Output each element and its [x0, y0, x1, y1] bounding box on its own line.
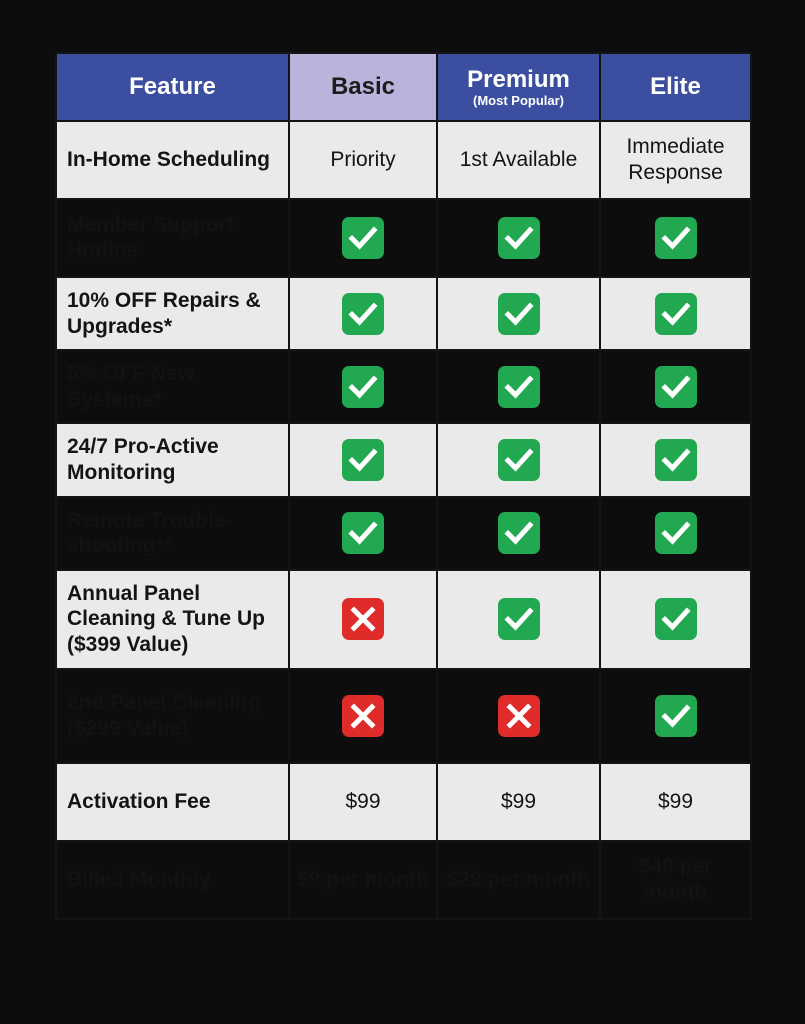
- check-icon: [498, 293, 540, 335]
- basic-value-cell: [289, 199, 437, 277]
- check-icon: [342, 512, 384, 554]
- elite-value-cell: [600, 497, 751, 570]
- table-row: [56, 669, 751, 763]
- pricing-comparison-table: [55, 52, 752, 920]
- table-row: [56, 277, 751, 350]
- table-row: [56, 350, 751, 423]
- basic-value-cell: [289, 669, 437, 763]
- premium-value-cell: 1st Available: [437, 121, 600, 199]
- check-icon: [342, 439, 384, 481]
- check-icon: [498, 366, 540, 408]
- feature-cell: In-Home Scheduling: [56, 121, 289, 199]
- basic-value-cell: [289, 277, 437, 350]
- column-header-feature-label: Feature: [129, 73, 216, 100]
- check-icon: [498, 217, 540, 259]
- feature-cell: Billed Monthly: [56, 841, 289, 919]
- basic-value-cell: [289, 423, 437, 496]
- elite-value-cell: [600, 350, 751, 423]
- elite-value-cell: $99: [600, 763, 751, 841]
- premium-value-cell: [437, 350, 600, 423]
- cross-icon: [342, 598, 384, 640]
- column-header-premium: [437, 53, 600, 121]
- check-icon: [655, 293, 697, 335]
- elite-value-cell: [600, 199, 751, 277]
- table-row: [56, 199, 751, 277]
- check-icon: [498, 512, 540, 554]
- elite-value-cell: [600, 669, 751, 763]
- basic-value-cell: $9 per month: [289, 841, 437, 919]
- feature-cell: 10% OFF Repairs & Upgrades*: [56, 277, 289, 350]
- feature-cell: Remote Trouble-shooting**: [56, 497, 289, 570]
- feature-cell: 24/7 Pro-Active Monitoring: [56, 423, 289, 496]
- table-row: [56, 763, 751, 841]
- basic-value-cell: [289, 497, 437, 570]
- premium-value-cell: [437, 669, 600, 763]
- cross-icon: [342, 695, 384, 737]
- check-icon: [655, 512, 697, 554]
- check-icon: [342, 293, 384, 335]
- check-icon: [655, 439, 697, 481]
- check-icon: [342, 366, 384, 408]
- premium-value-cell: [437, 423, 600, 496]
- elite-value-cell: Immediate Response: [600, 121, 751, 199]
- feature-cell: Annual Panel Cleaning & Tune Up ($399 Value): [56, 570, 289, 669]
- table-row: [56, 497, 751, 570]
- feature-cell: Activation Fee: [56, 763, 289, 841]
- table-body: [56, 121, 751, 919]
- elite-value-cell: [600, 423, 751, 496]
- premium-value-cell: [437, 199, 600, 277]
- check-icon: [498, 439, 540, 481]
- check-icon: [342, 217, 384, 259]
- cross-icon: [498, 695, 540, 737]
- elite-value-cell: $49 per month: [600, 841, 751, 919]
- check-icon: [655, 217, 697, 259]
- feature-cell: 2nd Panel Cleaning ($299 Value): [56, 669, 289, 763]
- check-icon: [498, 598, 540, 640]
- column-header-elite: [600, 53, 751, 121]
- check-icon: [655, 695, 697, 737]
- elite-value-cell: [600, 570, 751, 669]
- premium-value-cell: [437, 277, 600, 350]
- column-header-basic-label: Basic: [330, 73, 396, 100]
- column-header-premium-label: Premium: [467, 65, 570, 93]
- check-icon: [655, 598, 697, 640]
- column-header-basic: [289, 53, 437, 121]
- column-header-premium-sublabel: (Most Popular): [473, 92, 564, 108]
- premium-value-cell: $99: [437, 763, 600, 841]
- column-header-feature: [56, 53, 289, 121]
- column-header-elite-label: Elite: [650, 73, 701, 100]
- basic-value-cell: [289, 570, 437, 669]
- table-row: [56, 121, 751, 199]
- premium-value-cell: [437, 570, 600, 669]
- table-row: [56, 841, 751, 919]
- table-row: [56, 570, 751, 669]
- table-header: [56, 53, 751, 121]
- premium-value-cell: $29 per month: [437, 841, 600, 919]
- elite-value-cell: [600, 277, 751, 350]
- basic-value-cell: Priority: [289, 121, 437, 199]
- premium-value-cell: [437, 497, 600, 570]
- table-row: [56, 423, 751, 496]
- feature-cell: Member Support Hotline: [56, 199, 289, 277]
- basic-value-cell: $99: [289, 763, 437, 841]
- check-icon: [655, 366, 697, 408]
- feature-cell: 5% OFF New Systems*: [56, 350, 289, 423]
- basic-value-cell: [289, 350, 437, 423]
- pricing-table-container: [55, 52, 750, 920]
